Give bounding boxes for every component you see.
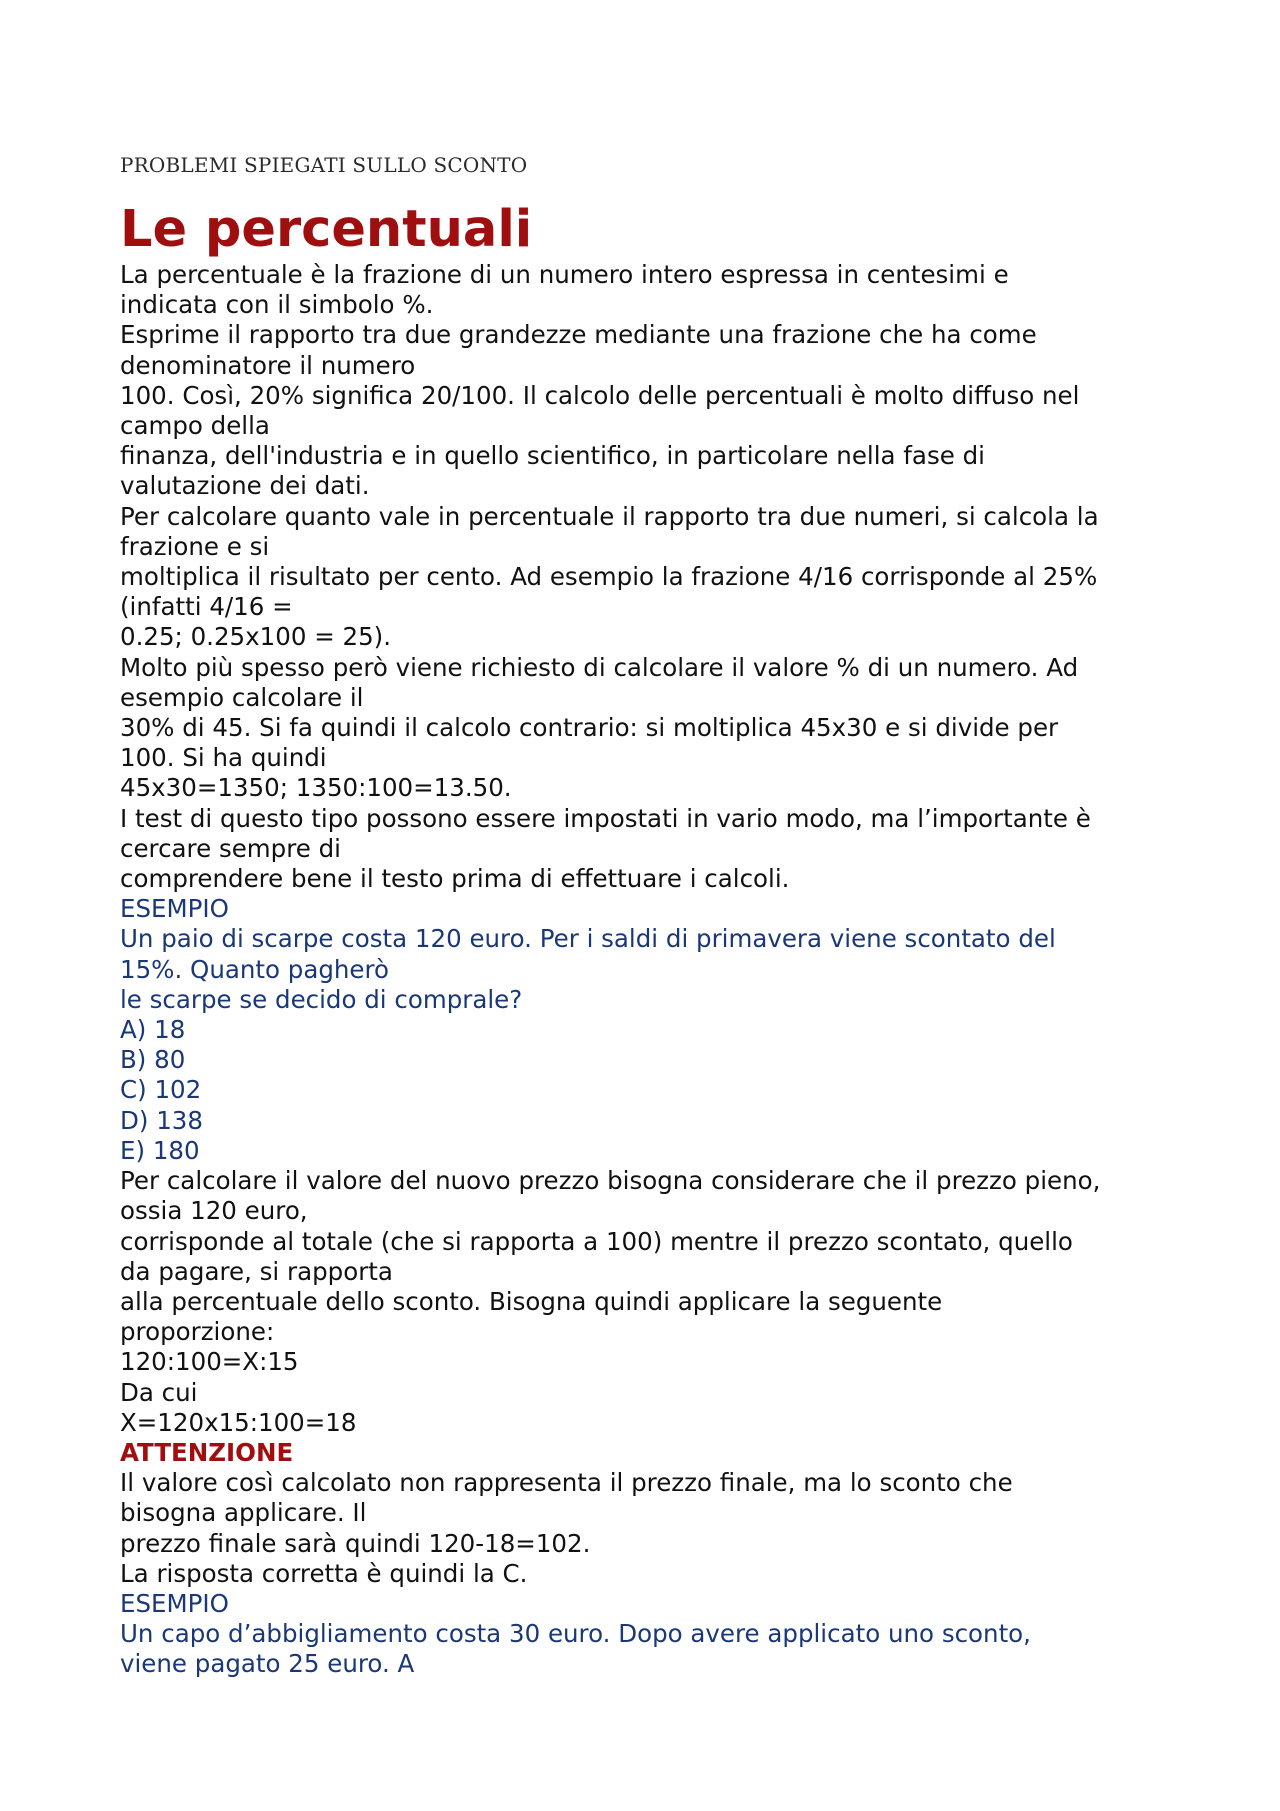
text-line: Il valore così calcolato non rappresenta il prezzo finale, ma lo sconto che <box>120 1468 1013 1498</box>
example-line: Un capo d’abbigliamento costa 30 euro. Dopo avere applicato uno sconto, <box>120 1619 1031 1649</box>
text-line: 45x30=1350; 1350:100=13.50. <box>120 773 512 803</box>
text-line: proporzione: <box>120 1317 275 1347</box>
text-line: 100. Si ha quindi <box>120 743 327 773</box>
text-line: valutazione dei dati. <box>120 471 370 501</box>
example-line: le scarpe se decido di comprale? <box>120 984 523 1014</box>
text-line: denominatore il numero <box>120 350 416 380</box>
text-line: campo della <box>120 411 270 441</box>
example-line: Un paio di scarpe costa 120 euro. Per i saldi di primavera viene scontato del <box>120 924 1056 954</box>
text-line: alla percentuale dello sconto. Bisogna quindi applicare la seguente <box>120 1286 943 1316</box>
example-line: D) 138 <box>120 1105 203 1135</box>
text-line: X=120x15:100=18 <box>120 1407 357 1437</box>
example-line: ESEMPIO <box>120 1588 229 1618</box>
text-line: esempio calcolare il <box>120 682 364 712</box>
text-line: La risposta corretta è quindi la C. <box>120 1558 528 1588</box>
text-line: finanza, dell'industria e in quello scientifico, in particolare nella fase di <box>120 441 985 471</box>
example-line: C) 102 <box>120 1075 202 1105</box>
attention-heading: ATTENZIONE <box>120 1437 294 1467</box>
text-line: 100. Così, 20% significa 20/100. Il calcolo delle percentuali è molto diffuso nel <box>120 380 1080 410</box>
running-header: PROBLEMI SPIEGATI SULLO SCONTO <box>120 153 528 177</box>
text-line: La percentuale è la frazione di un numero intero espressa in centesimi e <box>120 260 1009 289</box>
text-line: da pagare, si rapporta <box>120 1256 393 1286</box>
example-line: 15%. Quanto pagherò <box>120 954 390 984</box>
text-line: (infatti 4/16 = <box>120 592 293 622</box>
text-line: comprendere bene il testo prima di effettuare i calcoli. <box>120 864 790 894</box>
text-line: corrisponde al totale (che si rapporta a 100) mentre il prezzo scontato, quello <box>120 1226 1073 1256</box>
document-body <box>120 260 1180 1680</box>
text-line: 120:100=X:15 <box>120 1347 299 1377</box>
text-line: 0.25; 0.25x100 = 25). <box>120 622 392 652</box>
text-line: Da cui <box>120 1377 198 1407</box>
document-page <box>120 148 1180 1680</box>
example-line: B) 80 <box>120 1045 186 1075</box>
text-line: cercare sempre di <box>120 833 341 863</box>
text-line: bisogna applicare. Il <box>120 1498 367 1528</box>
text-line: Esprime il rapporto tra due grandezze mediante una frazione che ha come <box>120 320 1037 350</box>
text-line: prezzo finale sarà quindi 120-18=102. <box>120 1528 591 1558</box>
example-line: viene pagato 25 euro. A <box>120 1649 415 1679</box>
text-line: 30% di 45. Si fa quindi il calcolo contrario: si moltiplica 45x30 e si divide per <box>120 713 1059 743</box>
example-line: A) 18 <box>120 1015 186 1045</box>
text-line: I test di questo tipo possono essere impostati in vario modo, ma l’importante è <box>120 803 1091 833</box>
text-line: moltiplica il risultato per cento. Ad esempio la frazione 4/16 corrisponde al 25% <box>120 562 1098 592</box>
text-line: Per calcolare quanto vale in percentuale il rapporto tra due numeri, si calcola la <box>120 501 1099 531</box>
example-line: ESEMPIO <box>120 894 229 924</box>
text-line: ossia 120 euro, <box>120 1196 308 1226</box>
example-line: E) 180 <box>120 1135 200 1165</box>
text-line: Molto più spesso però viene richiesto di calcolare il valore % di un numero. Ad <box>120 652 1079 682</box>
text-line: frazione e si <box>120 531 270 561</box>
text-line: indicata con il simbolo %. <box>120 290 434 320</box>
page-title: Le percentuali <box>120 200 533 259</box>
text-line: Per calcolare il valore del nuovo prezzo bisogna considerare che il prezzo pieno, <box>120 1166 1101 1196</box>
